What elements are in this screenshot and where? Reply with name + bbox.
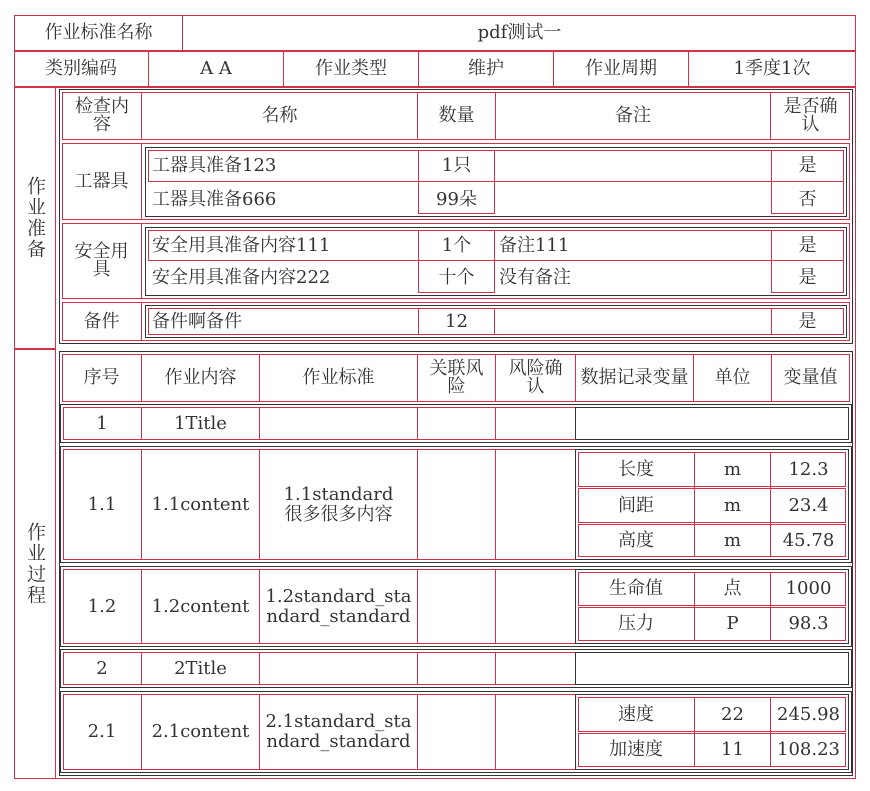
row-standard [260, 407, 417, 440]
row-content: 1Title [174, 412, 227, 434]
row-seq: 1 [96, 412, 108, 434]
var-unit: 11 [721, 739, 744, 760]
item-qty: 十个 [438, 266, 475, 288]
row-content: 2.1content [151, 721, 250, 742]
var-name: 生命值 [609, 578, 663, 599]
col-unit: 单位 [714, 367, 751, 388]
col-confirm: 是否确认 [783, 96, 838, 135]
group-label-tools: 工器具 [74, 170, 129, 192]
col-risk: 关联风险 [429, 358, 484, 397]
row-divider [417, 569, 496, 644]
row-seq: 1.2 [87, 595, 117, 617]
col-risk-confirm: 风险确认 [508, 358, 563, 397]
var-value: 245.98 [777, 703, 840, 725]
item-remark [495, 308, 771, 335]
var-value: 98.3 [788, 613, 829, 634]
var-unit: m [723, 458, 742, 480]
row-content: 1.1content [151, 493, 250, 515]
process-section-label [14, 349, 56, 779]
category-code-value: A A [200, 58, 232, 79]
var-value: 23.4 [788, 494, 829, 516]
row-standard: 1.2standard_standard_standard [265, 585, 412, 627]
var-unit: m [723, 529, 742, 551]
item-qty: 1个 [441, 234, 472, 256]
item-name: 安全用具准备内容222 [152, 266, 331, 288]
item-confirm: 是 [798, 234, 817, 256]
row-content: 1.2content [151, 595, 250, 617]
col-data-var: 数据记录变量 [580, 367, 689, 388]
item-remark: 没有备注 [499, 266, 571, 288]
group-label-spares: 备件 [83, 310, 120, 332]
col-content: 检查内容 [75, 96, 129, 135]
item-confirm: 是 [798, 266, 817, 288]
row-standard: 2.1standard_standard_standard [265, 711, 412, 752]
var-unit: 22 [721, 703, 744, 725]
item-qty: 12 [445, 310, 468, 332]
var-value: 108.23 [777, 739, 840, 760]
col-name: 名称 [261, 105, 298, 126]
item-remark: 备注111 [499, 234, 570, 256]
row-divider [417, 694, 496, 770]
row-divider [417, 449, 496, 560]
group-label-safety: 安全用具 [74, 241, 129, 280]
row-vars-empty [575, 407, 849, 440]
col-remark: 备注 [615, 105, 651, 126]
row-standard: 1.1standard 很多很多内容 [283, 483, 394, 525]
var-unit: P [726, 613, 739, 634]
col-work-content: 作业内容 [164, 367, 237, 388]
item-qty: 99朵 [436, 189, 477, 210]
item-remark [495, 150, 771, 182]
var-name: 间距 [618, 494, 654, 516]
col-standard: 作业标准 [302, 367, 375, 388]
cycle-label: 作业周期 [585, 58, 657, 79]
var-unit: m [723, 494, 742, 516]
item-confirm: 是 [798, 155, 817, 176]
row-seq: 2.1 [87, 721, 117, 742]
item-name: 工器具准备666 [152, 189, 277, 210]
var-name: 长度 [618, 458, 654, 480]
col-seq: 序号 [83, 367, 120, 388]
item-remark [495, 184, 771, 216]
var-name: 高度 [618, 529, 654, 551]
item-name: 备件啊备件 [152, 310, 242, 332]
col-value: 变量值 [783, 367, 838, 388]
col-qty: 数量 [438, 105, 475, 126]
row-standard [260, 652, 417, 685]
var-value: 45.78 [782, 529, 835, 551]
var-value: 12.3 [788, 458, 829, 480]
name-value: pdf测试一 [477, 22, 562, 43]
category-code-label: 类别编码 [45, 58, 117, 79]
item-name: 安全用具准备内容111 [152, 234, 331, 256]
item-confirm: 否 [798, 189, 817, 210]
var-value: 1000 [785, 578, 832, 599]
row-divider [417, 652, 496, 685]
item-name: 工器具准备123 [152, 155, 277, 176]
row-vars-empty [575, 652, 849, 685]
row-seq: 2 [96, 657, 108, 679]
item-confirm: 是 [798, 310, 817, 332]
item-qty: 1只 [441, 155, 472, 176]
prep-section-label [14, 87, 56, 349]
work-type-value: 维护 [468, 58, 504, 79]
row-divider [417, 407, 496, 440]
var-name: 速度 [618, 703, 654, 725]
row-content: 2Title [174, 657, 227, 679]
prep-section-text: 作业准备 [24, 176, 46, 260]
var-name: 加速度 [609, 739, 663, 760]
var-unit: 点 [723, 578, 742, 599]
row-seq: 1.1 [87, 493, 117, 515]
work-type-label: 作业类型 [315, 58, 387, 79]
name-label: 作业标准名称 [44, 22, 153, 43]
process-section-text: 作业过程 [24, 522, 46, 606]
var-name: 压力 [618, 613, 654, 634]
cycle-value: 1季度1次 [733, 58, 811, 79]
